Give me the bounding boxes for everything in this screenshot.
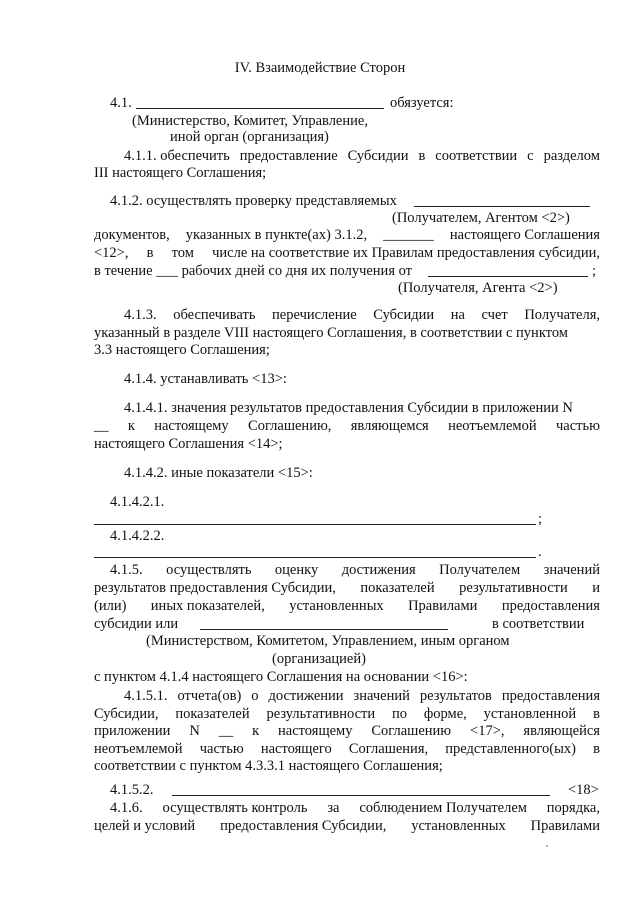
clause-4-1-4-2-2-number: 4.1.4.2.2. bbox=[110, 528, 165, 544]
word: с bbox=[527, 148, 534, 164]
clause-4-1-5-1-line5: соответствии с пунктом 4.3.3.1 настоящего Соглашения; bbox=[94, 758, 443, 774]
word: (или) bbox=[94, 598, 127, 614]
word: представленного(ых) bbox=[445, 741, 576, 757]
section-title: IV. Взаимодействие Сторон bbox=[234, 60, 406, 76]
word: предоставления bbox=[501, 598, 600, 614]
semicolon: ; bbox=[538, 511, 543, 527]
clause-4-1-4: 4.1.4. устанавливать <13>: bbox=[124, 371, 287, 387]
period: . bbox=[538, 544, 542, 560]
blank-line bbox=[172, 795, 550, 796]
word: Получателя, bbox=[524, 307, 600, 323]
word: на bbox=[450, 307, 465, 323]
word: достижении bbox=[268, 688, 344, 704]
word: Субсидии bbox=[347, 148, 409, 164]
word: в bbox=[146, 245, 154, 261]
word: о bbox=[251, 688, 259, 704]
clause-4-1-5-line3 bbox=[94, 598, 600, 615]
word: в bbox=[593, 741, 600, 757]
clause-4-1-5-1-line4 bbox=[94, 741, 600, 758]
word: порядка, bbox=[546, 800, 600, 816]
clause-4-1-5-line1 bbox=[110, 562, 600, 579]
word: неотъемлемой bbox=[448, 418, 537, 434]
word: являющемся bbox=[350, 418, 429, 434]
clause-4-1-5-line5: с пунктом 4.1.4 настоящего Соглашения на основании <16>: bbox=[94, 669, 468, 685]
word: __ bbox=[94, 418, 109, 434]
clause-4-1-3-line1 bbox=[124, 307, 600, 324]
word: предоставление bbox=[239, 148, 338, 164]
word: целей и условий bbox=[94, 818, 196, 834]
word: соблюдением Получателем bbox=[359, 800, 527, 816]
word: Соглашению bbox=[371, 723, 452, 739]
word: и bbox=[592, 580, 600, 596]
word: 4.1.1. обеспечить bbox=[124, 148, 230, 164]
word: 4.1.3. bbox=[124, 307, 157, 323]
clause-4-1-5-1-line1 bbox=[124, 688, 600, 705]
word: в bbox=[418, 148, 426, 164]
clause-4-1-number: 4.1. bbox=[110, 95, 132, 111]
word: Получателем bbox=[439, 562, 521, 578]
word: предоставления bbox=[501, 688, 600, 704]
word: к bbox=[127, 418, 135, 434]
clause-4-1-4-2-1-number: 4.1.4.2.1. bbox=[110, 494, 165, 510]
word: за bbox=[327, 800, 340, 816]
word: том bbox=[171, 245, 194, 261]
clause-4-1-3-line3: 3.3 настоящего Соглашения; bbox=[94, 342, 270, 358]
clause-4-1-5-1-line2 bbox=[94, 706, 600, 723]
word: предоставления Субсидии, bbox=[220, 818, 387, 834]
word: результатов предоставления Субсидии, bbox=[94, 580, 336, 596]
word: _______ bbox=[383, 227, 434, 243]
word: осуществлять bbox=[166, 562, 252, 578]
clause-4-1-5-2-number: 4.1.5.2. bbox=[110, 782, 154, 798]
hint-ministry: (Министерство, Комитет, Управление, bbox=[132, 113, 368, 129]
word: Правилами bbox=[408, 598, 478, 614]
clause-4-1-2-line1: 4.1.2. осуществлять проверку представляемых bbox=[110, 193, 397, 209]
word: значений bbox=[543, 562, 600, 578]
word: результатов bbox=[419, 688, 492, 704]
word: к bbox=[252, 723, 260, 739]
word: оценку bbox=[274, 562, 319, 578]
word: достижения bbox=[341, 562, 416, 578]
word: 4.1.5. bbox=[110, 562, 143, 578]
word: Правилами bbox=[530, 818, 600, 834]
word: <17>, bbox=[470, 723, 505, 739]
hint-other-body: иной орган (организация) bbox=[170, 129, 329, 145]
blank-line bbox=[414, 206, 590, 207]
clause-4-1-4-1-line3: настоящего Соглашения <14>; bbox=[94, 436, 283, 452]
word: установленных bbox=[411, 818, 506, 834]
hint-recipient-agent: (Получателем, Агентом <2>) bbox=[392, 210, 570, 226]
word: <12>, bbox=[94, 245, 129, 261]
word: 4.1.6. bbox=[110, 800, 143, 816]
clause-4-1-6-line2 bbox=[94, 818, 600, 835]
word: показателей bbox=[360, 580, 435, 596]
word: документов, bbox=[94, 227, 170, 243]
clause-4-1-1-line2: III настоящего Соглашения; bbox=[94, 165, 267, 181]
word: значений bbox=[353, 688, 410, 704]
clause-4-1-3-line2: указанный в разделе VIII настоящего Соглашения, в соответствии с пунктом bbox=[94, 325, 568, 341]
word: перечисление bbox=[272, 307, 357, 323]
word: в bbox=[593, 706, 600, 722]
word: N bbox=[189, 723, 200, 739]
word: счет bbox=[481, 307, 508, 323]
word: Субсидии bbox=[373, 307, 435, 323]
word: отчета(ов) bbox=[177, 688, 242, 704]
word: настоящего Соглашения bbox=[449, 227, 600, 243]
clause-4-1-4-2: 4.1.4.2. иные показатели <15>: bbox=[124, 465, 313, 481]
word: частью bbox=[555, 418, 600, 434]
blank-line bbox=[136, 108, 384, 109]
blank-line bbox=[94, 557, 536, 558]
hint-ministry-instr: (Министерством, Комитетом, Управлением, иным органом bbox=[146, 633, 510, 649]
word: настоящему bbox=[278, 723, 353, 739]
word: числе на соответствие их Правилам предоставления субсидии, bbox=[212, 245, 600, 261]
word: Соглашения, bbox=[348, 741, 429, 757]
hint-organization-instr: (организацией) bbox=[272, 651, 366, 667]
clause-4-1-2-line3 bbox=[94, 245, 600, 262]
word: обеспечивать bbox=[173, 307, 256, 323]
clause-4-1-4-1-line1: 4.1.4.1. значения результатов предоставления Субсидии в приложении N bbox=[124, 400, 573, 416]
word: установленных bbox=[289, 598, 384, 614]
word: приложении bbox=[94, 723, 171, 739]
clause-4-1-obligates: обязуется: bbox=[390, 95, 454, 111]
clause-4-1-2-line2 bbox=[94, 227, 600, 244]
word: настоящего bbox=[260, 741, 332, 757]
blank-line bbox=[94, 524, 536, 525]
word: частью bbox=[199, 741, 244, 757]
word: показателей bbox=[175, 706, 250, 722]
scan-speck bbox=[546, 845, 548, 847]
word: форме, bbox=[423, 706, 467, 722]
word: осуществлять контроль bbox=[162, 800, 308, 816]
hint-recipient-agent-gen: (Получателя, Агента <2>) bbox=[398, 280, 558, 296]
blank-line bbox=[200, 629, 448, 630]
word: 4.1.5.1. bbox=[124, 688, 168, 704]
word: Соглашению, bbox=[248, 418, 332, 434]
clause-4-1-5-line4b: в соответствии bbox=[492, 616, 585, 632]
word: Субсидии, bbox=[94, 706, 159, 722]
clause-4-1-4-1-line2 bbox=[94, 418, 600, 435]
blank-line bbox=[428, 276, 588, 277]
word: настоящему bbox=[154, 418, 229, 434]
word: результативности bbox=[266, 706, 376, 722]
word: неотъемлемой bbox=[94, 741, 183, 757]
word: иных показателей, bbox=[150, 598, 265, 614]
word: соответствии bbox=[435, 148, 518, 164]
word: __ bbox=[218, 723, 234, 739]
word: указанных в пункте(ах) 3.1.2, bbox=[185, 227, 368, 243]
clause-4-1-5-1-line3 bbox=[94, 723, 600, 740]
word: являющейся bbox=[523, 723, 600, 739]
semicolon: ; bbox=[592, 263, 597, 279]
clause-4-1-1-line1 bbox=[124, 148, 600, 165]
clause-4-1-2-line4: в течение ___ рабочих дней со дня их получения от bbox=[94, 263, 413, 279]
clause-4-1-6-line1 bbox=[110, 800, 600, 817]
word: по bbox=[391, 706, 407, 722]
word: результативности bbox=[459, 580, 568, 596]
clause-4-1-5-line4a: субсидии или bbox=[94, 616, 179, 632]
footnote-ref: <18> bbox=[568, 782, 599, 798]
word: установленной bbox=[483, 706, 577, 722]
clause-4-1-5-line2 bbox=[94, 580, 600, 597]
word: разделом bbox=[543, 148, 600, 164]
